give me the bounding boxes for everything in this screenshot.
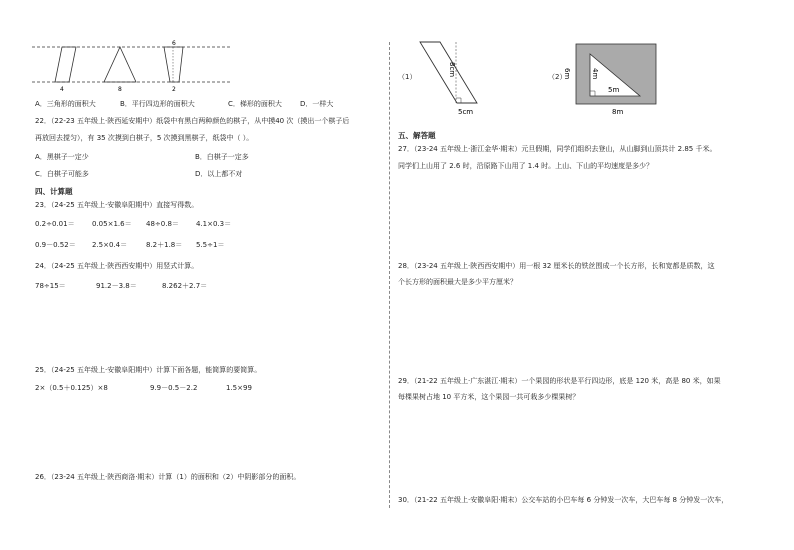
q22-option-a[interactable]: A．黑棋子一定少	[35, 153, 89, 161]
q22-option-b[interactable]: B．白棋子一定多	[195, 153, 249, 161]
inner-height-label: 4m	[591, 68, 599, 80]
q24-text: 24．（24-25 五年级上·陕西西安期中）用竖式计算。	[35, 262, 199, 270]
q28-text-line2: 个长方形的面积最大是多少平方厘米？	[398, 278, 517, 286]
section-5-heading: 五、解答题	[398, 131, 436, 140]
q28-text-line1: 28．（23-24 五年级上·陕西西安期中）用一根 32 厘米长的铁丝围成一个长方形，长和宽都是质数，这	[398, 262, 715, 270]
q30-text-line1: 30．（21-22 五年级上·安徽阜阳·期末）公交车站的小巴车每 6 分钟发一次车，大巴车每 8 分钟发一次车，	[398, 496, 729, 504]
q21-option-d[interactable]: D．一样大	[300, 100, 334, 108]
triangle-shape	[104, 47, 136, 82]
q25-item-3: 1.5×99	[226, 384, 252, 392]
shapes-figure	[30, 40, 230, 96]
q23-item-5: 0.9－0.52＝	[35, 241, 76, 249]
q25-item-1: 2×（0.5＋0.125）×8	[35, 384, 108, 392]
q22-text-line1: 22．（22-23 五年级上·陕西延安期中）纸袋中有黑白两种颜色的棋子，从中摸40 次（摸出一个棋子后	[35, 117, 350, 125]
parallelogram-height-label: 8cm	[448, 62, 456, 78]
outer-width-label: 8m	[612, 108, 624, 116]
trapezoid-bottom-label: 2	[172, 86, 176, 93]
section-4-heading: 四、计算题	[35, 187, 73, 196]
q25-text: 25．（24-25 五年级上·安徽阜阳期中）计算下面各题，能简算的要简算。	[35, 366, 262, 374]
q23-item-4: 4.1×0.3＝	[196, 220, 232, 228]
trapezoid-top-label: 6	[172, 40, 176, 47]
q27-text-line1: 27．（23-24 五年级上·浙江金华·期末）元旦假期，同学们组织去登山，从山脚到山顶共计 2.85 千米。	[398, 145, 717, 153]
figure-1-label: （1）	[398, 73, 417, 81]
q23-item-7: 8.2＋1.8＝	[146, 241, 183, 249]
q29-text-line2: 每棵果树占地 10 平方米，这个果园一共可栽多少棵果树？	[398, 393, 580, 401]
column-divider	[389, 42, 390, 508]
q26-text: 26．（23-24 五年级上·陕西商洛·期末）计算（1）的面积和（2）中阴影部分的面积。	[35, 473, 301, 481]
q21-option-a[interactable]: A．三角形的面积大	[35, 100, 96, 108]
parallelogram-figure	[410, 40, 510, 120]
inner-base-label: 5m	[608, 86, 620, 94]
trapezoid-shape	[164, 47, 183, 82]
q25-item-2: 9.9－0.5－2.2	[150, 384, 198, 392]
q22-text-line2: 再放回去搅匀），有 35 次摸到白棋子，5 次摸到黑棋子，纸袋中（ ）。	[35, 134, 254, 142]
q21-option-b[interactable]: B．平行四边形的面积大	[120, 100, 195, 108]
figure-2-label: （2）	[548, 73, 567, 81]
q24-item-2: 91.2－3.8＝	[96, 282, 137, 290]
q22-option-c[interactable]: C．白棋子可能多	[35, 170, 89, 178]
q22-option-d[interactable]: D．以上都不对	[195, 170, 243, 178]
shaded-figure	[560, 40, 670, 120]
outer-height-label: 6m	[563, 68, 571, 80]
q23-item-2: 0.05×1.6＝	[92, 220, 132, 228]
parallelogram-base-label: 5cm	[458, 108, 474, 116]
q24-item-1: 78÷15＝	[35, 282, 66, 290]
q21-option-c[interactable]: C．梯形的面积大	[228, 100, 282, 108]
q29-text-line1: 29．（21-22 五年级上·广东湛江·期末）一个果园的形状是平行四边形，底是 120 米，高是 80 米，如果	[398, 377, 721, 385]
q27-text-line2: 同学们上山用了 2.6 时，沿原路下山用了 1.4 时。上山、下山的平均速度是多少？	[398, 162, 654, 170]
parallelogram-shape	[55, 47, 76, 82]
q23-text: 23．（24-25 五年级上·安徽阜阳期中）直接写得数。	[35, 201, 199, 209]
q23-item-3: 48÷0.8＝	[146, 220, 179, 228]
q23-item-6: 2.5×0.4＝	[92, 241, 128, 249]
q23-item-1: 0.2÷0.01＝	[35, 220, 75, 228]
triangle-base-label: 8	[118, 86, 122, 93]
q23-item-8: 5.5÷1＝	[196, 241, 225, 249]
parallelogram-base-label: 4	[60, 86, 64, 93]
q24-item-3: 8.262＋2.7＝	[162, 282, 208, 290]
